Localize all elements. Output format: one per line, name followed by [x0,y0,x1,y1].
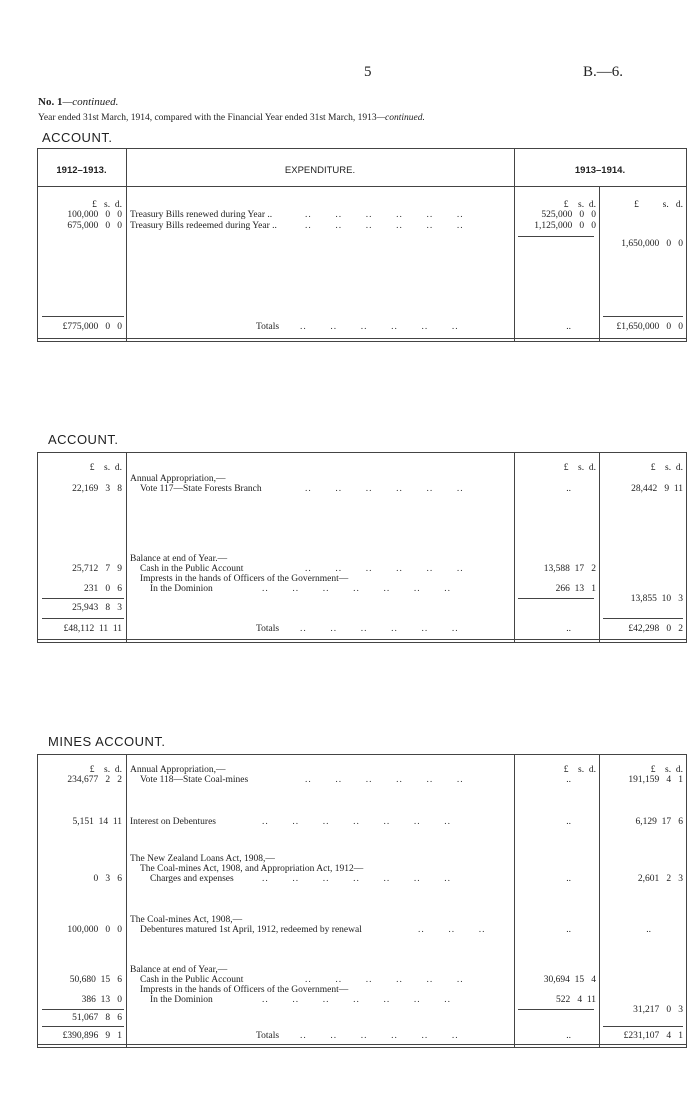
section3-charges-right: 2,601 2 3 [637,874,683,884]
section2-appropriation: Annual Appropriation,— [130,474,226,484]
section3-dominion-leader: .. .. .. .. .. .. .. [262,995,451,1005]
section1-row2-leader: .. .. .. .. .. .. [305,221,464,231]
section1-row2-mid: 1,125,000 0 0 [534,221,596,231]
section3-charges-leader: .. .. .. .. .. .. .. [262,874,451,884]
section3-dominion-mid: 522 4 11 [555,995,596,1005]
section1-units-right: £ s. d. [634,200,683,210]
section3-units-left: £ s. d. [89,765,122,775]
section2-totals-label: Totals [256,624,280,634]
section3-interest-leader: .. .. .. .. .. .. .. [262,817,451,827]
section3-interest: Interest on Debentures [130,817,216,827]
intro-line-continued: —continued. [376,113,425,123]
section3-vote: Vote 118—State Coal-mines [140,775,249,785]
section3-loans-act: The New Zealand Loans Act, 1908,— [130,854,275,864]
section2-totals-mid: .. [566,624,571,634]
section2-dominion-leader: .. .. .. .. .. .. .. [262,584,451,594]
intro-line [38,113,425,123]
section3-coal-act-approp: The Coal-mines Act, 1908, and Appropriation Act, 1912— [140,864,364,874]
section3-vote-right: 191,159 4 1 [628,775,683,785]
section2-dominion: In the Dominion [150,584,213,594]
section3-debentures-leader: .. .. .. [418,925,486,935]
section2-title: ACCOUNT. [48,432,119,447]
section3-interest-left: 5,151 14 11 [72,817,122,827]
section3-cash-mid: 30,694 15 4 [543,975,596,985]
section3-subtotal-right: 31,217 0 3 [633,1005,683,1015]
intro-number [38,96,118,108]
section1-row1-desc: Treasury Bills renewed during Year .. [130,210,273,220]
section3-vote-left: 234,677 2 2 [67,775,122,785]
section3-cash-left: 50,680 15 6 [69,975,122,985]
section1-totals-leader: .. .. .. .. .. .. [300,322,459,332]
section2-units-mid: £ s. d. [563,463,596,473]
page-number: 5 [364,64,372,80]
section1-units-left: £ s. d. [92,200,122,210]
section2-cash-mid: 13,588 17 2 [543,564,596,574]
section2-dominion-mid: 266 13 1 [555,584,596,594]
section1-row1-left: 100,000 0 0 [67,210,122,220]
section3-totals-left: £390,896 9 1 [62,1031,122,1041]
section2-totals-right: £42,298 0 2 [628,624,683,634]
section1-header-mid: EXPENDITURE. [284,165,356,176]
section2-vote-left: 22,169 3 8 [72,484,122,494]
intro-continued: —continued. [62,96,119,108]
section2-vote-mid: .. [566,484,571,494]
section3-charges-left: 0 3 6 [93,874,122,884]
intro-line-text: Year ended 31st March, 1914, compared with the Financial Year ended 31st March, 1913 [38,113,377,123]
section3-vote-leader: .. .. .. .. .. .. [305,775,464,785]
section1-row2-desc: Treasury Bills redeemed during Year .. [130,221,277,231]
section2-dominion-left: 231 0 6 [84,584,122,594]
section3-debentures: Debentures matured 1st April, 1912, redeemed by renewal [140,925,362,935]
section3-units-mid: £ s. d. [563,765,596,775]
section3-subtotal-left: 51,067 8 6 [72,1013,122,1023]
section2-subtotal-left: 25,943 8 3 [72,603,122,613]
section3-charges: Charges and expenses [150,874,234,884]
section3-title: MINES ACCOUNT. [48,734,166,749]
page-reference: B.—6. [583,64,624,80]
section2-totals-left: £48,112 11 11 [63,624,122,634]
section2-cash-left: 25,712 7 9 [72,564,122,574]
section3-dominion: In the Dominion [150,995,213,1005]
section3-charges-mid: .. [566,874,571,884]
section3-balance: Balance at end of Year,— [130,965,228,975]
section3-totals-leader: .. .. .. .. .. .. [300,1031,459,1041]
section2-units-left: £ s. d. [89,463,122,473]
section1-subtotal-right: 1,650,000 0 0 [621,239,683,249]
section1-totals-left: £775,000 0 0 [62,322,122,332]
section2-totals-leader: .. .. .. .. .. .. [300,624,459,634]
section2-subtotal-right: 13,855 10 3 [630,594,683,604]
section2-units-right: £ s. d. [650,463,683,473]
section2-vote-right: 28,442 9 11 [631,484,683,494]
section2-cash: Cash in the Public Account [140,564,244,574]
section3-units-right: £ s. d. [650,765,683,775]
section3-imprests: Imprests in the hands of Officers of the Government— [140,985,349,995]
section2-cash-leader: .. .. .. .. .. .. [305,564,464,574]
section3-appropriation: Annual Appropriation,— [130,765,226,775]
section2-imprests: Imprests in the hands of Officers of the Government— [140,574,349,584]
section3-dominion-left: 386 13 0 [81,995,122,1005]
section3-cash: Cash in the Public Account [140,975,244,985]
section1-row2-left: 675,000 0 0 [67,221,122,231]
section1-totals-label: Totals [256,322,280,332]
section2-vote: Vote 117—State Forests Branch [140,484,262,494]
section3-debentures-right: .. [646,925,651,935]
section3-cash-leader: .. .. .. .. .. .. [305,975,464,985]
section3-totals-mid: .. [566,1031,571,1041]
section1-row1-mid: 525,000 0 0 [541,210,596,220]
section1-totals-mid: .. [566,322,571,332]
section3-interest-right: 6,129 17 6 [635,817,683,827]
section3-vote-mid: .. [566,775,571,785]
section3-debentures-mid: .. [566,925,571,935]
section3-coal-act: The Coal-mines Act, 1908,— [130,915,243,925]
section1-header-right: 1913–1914. [574,165,626,176]
section2-balance: Balance at end of Year.— [130,554,228,564]
section1-header-left: 1912–1913. [56,165,107,176]
section3-totals-right: £231,107 4 1 [623,1031,683,1041]
section1-row1-leader: .. .. .. .. .. .. [305,210,464,220]
intro-no-label: No. 1 [38,96,63,108]
section1-units-mid: £ s. d. [563,200,596,210]
section3-debentures-left: 100,000 0 0 [67,925,122,935]
section1-totals-right: £1,650,000 0 0 [616,322,683,332]
section1-title: ACCOUNT. [42,130,113,145]
section3-interest-mid: .. [566,817,571,827]
section3-totals-label: Totals [256,1031,280,1041]
section2-vote-leader: .. .. .. .. .. .. [305,484,464,494]
